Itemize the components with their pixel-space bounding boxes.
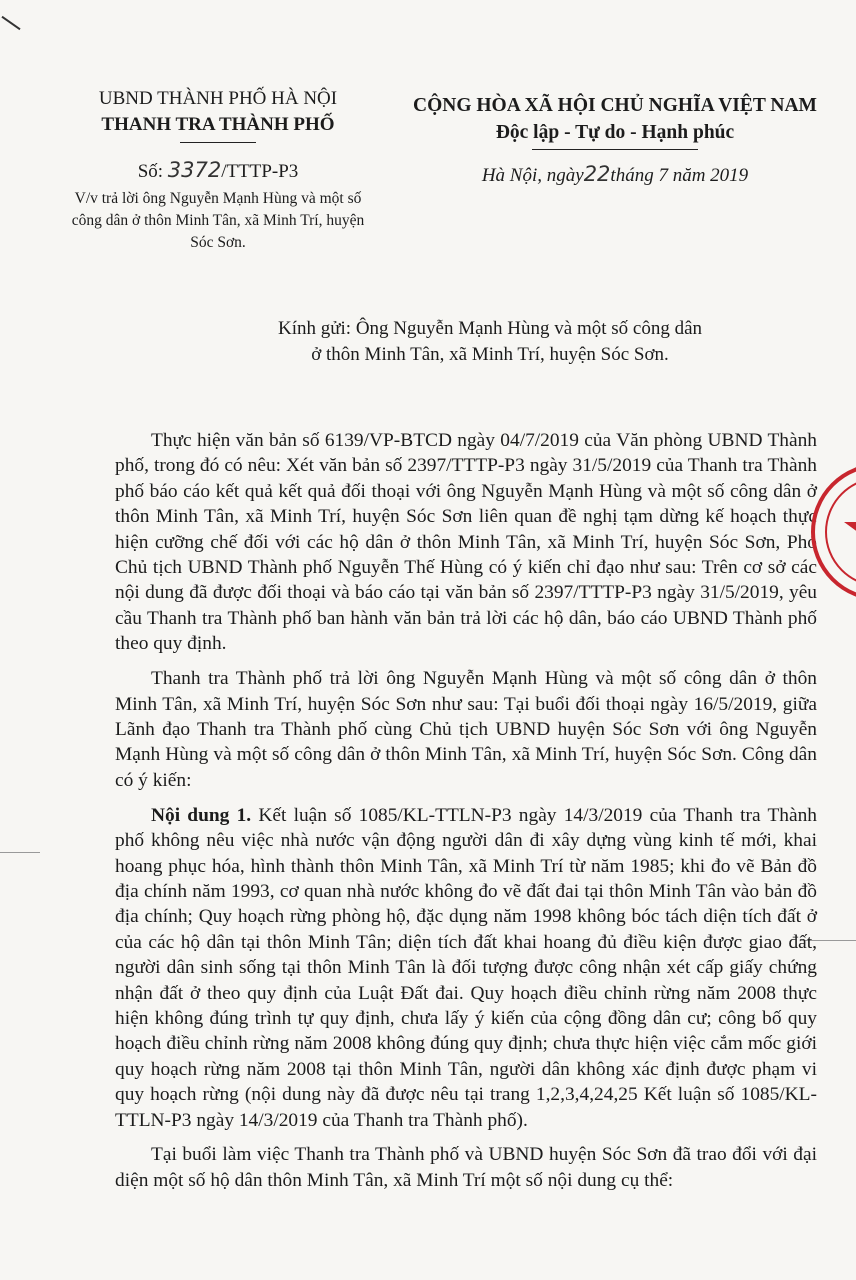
paragraph-content-1 <box>115 803 817 1133</box>
date-rest: tháng 7 năm 2019 <box>610 165 749 186</box>
seal-star-icon <box>844 496 856 564</box>
paragraph: Tại buổi làm việc Thanh tra Thành phố và UBND huyện Sóc Sơn đã trao đổi với đại diện một số hộ dân thôn Minh Tân, xã Minh Trí một số nội dung cụ thể: <box>115 1144 817 1191</box>
country-name: CỘNG HÒA XÃ HỘI CHỦ NGHĨA VIỆT NAM <box>413 95 817 116</box>
national-title <box>385 92 845 150</box>
paragraph: Thực hiện văn bản số 6139/VP-BTCD ngày 04/7/2019 của Văn phòng UBND Thành phố, trong đó có nêu: Xét văn bản số 2397/TTTP-P3 ngày 31/5/2019 của Thanh tra Thành phố báo cáo kết quả kết quả đối thoại với ông Nguyễn Mạnh Hùng và một số công dân ở thôn Minh Tân, xã Minh Trí, huyện Sóc Sơn liên quan đề nghị tạm dừng kế hoạch thực hiện cưỡng chế đối với các hộ dân ở thôn Minh Tân, xã Minh Trí, huyện Sóc Sơn, Phó Chủ tịch UBND Thành phố Nguyễn Thế Hùng có ý kiến chỉ đạo như sau: Trên cơ sở các nội dung đã được đối thoại và báo cáo tại văn bản số 2397/TTTP-P3 ngày 31/5/2019, yêu cầu Thanh tra Thành phố ban hành văn bản trả lời các hộ dân, báo cáo UBND Thành phố theo quy định. <box>115 430 817 655</box>
content-label: Nội dung 1. <box>151 804 252 826</box>
number-label: Số: <box>137 161 168 182</box>
date-prefix: Hà Nội, ngày <box>481 165 584 186</box>
authority-name: THANH TRA THÀNH PHỐ <box>101 114 335 135</box>
fold-line <box>0 852 40 853</box>
seal-outer-ring <box>813 465 856 599</box>
handwritten-number: 3372 <box>167 158 222 182</box>
recipient <box>170 316 810 368</box>
divider <box>180 142 256 143</box>
motto: Độc lập - Tự do - Hạnh phúc <box>495 122 735 143</box>
seal-inner-ring <box>826 478 856 586</box>
document-body <box>115 428 817 1203</box>
scan-mark <box>1 16 20 30</box>
recipient-line: Kính gửi: Ông Nguyễn Mạnh Hùng và một số công dân <box>277 318 703 339</box>
document-date <box>385 162 845 187</box>
subject-line: V/v trả lời ông Nguyễn Mạnh Hùng và một số công dân ở thôn Minh Tân, xã Minh Trí, huyện Sóc Sơn. <box>71 190 365 251</box>
divider <box>532 149 698 150</box>
number-suffix: /TTTP-P3 <box>221 161 299 182</box>
handwritten-day: 22 <box>583 162 611 186</box>
issuing-authority <box>80 86 356 143</box>
authority-parent: UBND THÀNH PHỐ HÀ NỘI <box>98 88 338 109</box>
content-text: Kết luận số 1085/KL-TTLN-P3 ngày 14/3/2019 của Thanh tra Thành phố không nêu việc nhà nước vận động người dân đi xây dựng vùng kinh tế mới, khai hoang phục hóa, hình thành thôn Minh Tân, xã Minh Trí từ năm 1985; khi đo vẽ Bản đồ địa chính năm 1993, cơ quan nhà nước không đo vẽ đất đai tại thôn Minh Tân vào bản đồ địa chính; Quy hoạch rừng phòng hộ, đặc dụng năm 1998 không bóc tách diện tích đất ở của các hộ dân tại thôn Minh Tân; diện tích đất khai hoang đủ điều kiện được giao đất, người dân sinh sống tại thôn Minh Tân là đối tượng được công nhận xét cấp giấy chứng nhận đất ở theo quy định của Luật Đất đai. Quy hoạch điều chỉnh rừng năm 2008 thực hiện không đúng trình tự quy định, chưa lấy ý kiến của cộng đồng dân cư; công bố quy hoạch điều chỉnh rừng năm 2008 không đúng quy định; chưa thực hiện việc cắm mốc giới quy hoạch rừng năm 2008 tại thôn Minh Tân, người dân không xác định được phạm vi quy hoạch rừng (nội dung này đã được nêu tại trang 1,2,3,4,24,25 Kết luận số 1085/KL-TTLN-P3 ngày 14/3/2019 của Thanh tra Thành phố). <box>115 804 817 1131</box>
recipient-line: ở thôn Minh Tân, xã Minh Trí, huyện Sóc Sơn. <box>311 344 669 365</box>
official-seal <box>810 462 856 602</box>
paragraph: Thanh tra Thành phố trả lời ông Nguyễn Mạnh Hùng và một số công dân ở thôn Minh Tân, xã Minh Trí, huyện Sóc Sơn như sau: Tại buổi đối thoại ngày 16/5/2019, giữa Lãnh đạo Thanh tra Thành phố cùng Chủ tịch UBND huyện Sóc Sơn với ông Nguyễn Mạnh Hùng và một số công dân ở thôn Minh Tân, xã Minh Trí, huyện Sóc Sơn. Công dân có ý kiến: <box>115 668 817 791</box>
document-number <box>80 158 356 183</box>
